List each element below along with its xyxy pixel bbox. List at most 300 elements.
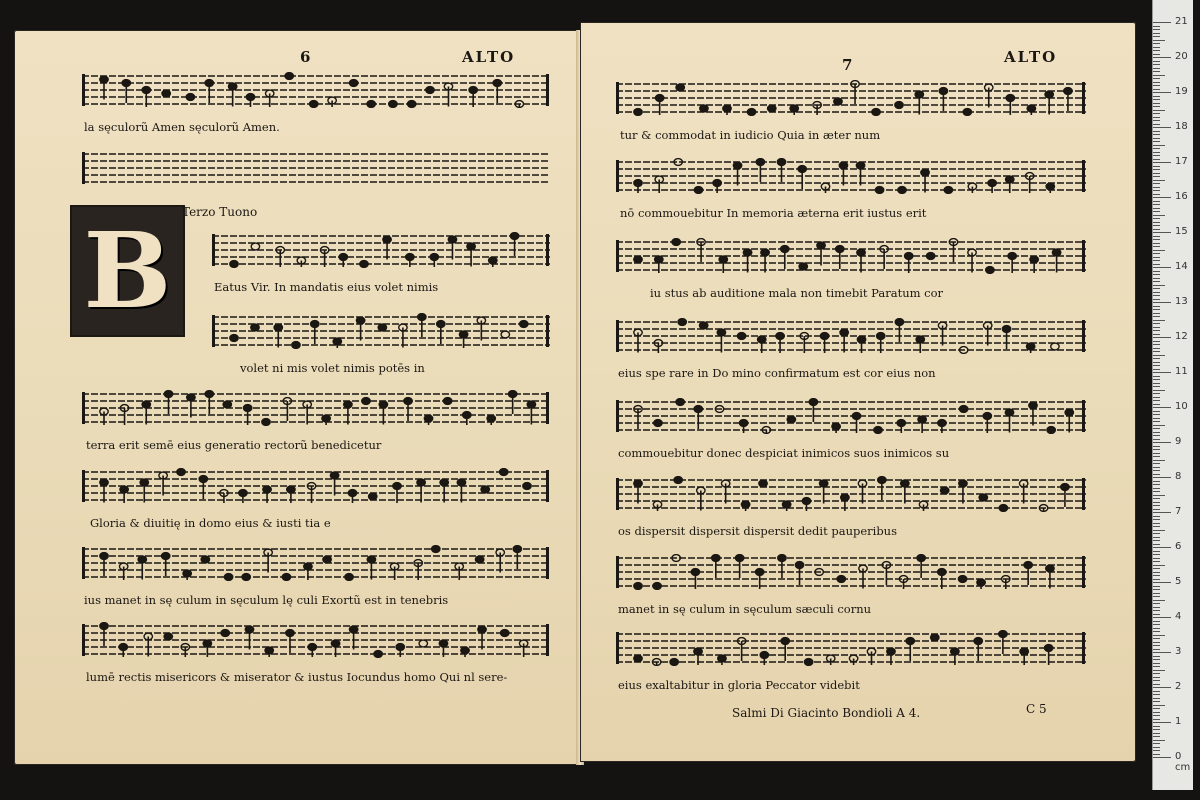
note-head [759,480,767,487]
ruler-tick [1153,407,1171,408]
ruler-minor-tick [1153,484,1160,485]
music-staff [616,158,1086,192]
note-head [475,556,483,563]
ruler-tick [1153,92,1171,93]
ruler-minor-tick [1153,383,1160,384]
ruler-minor-tick [1153,334,1160,335]
ruler-minor-tick [1153,194,1160,195]
ruler-minor-tick [1153,29,1160,30]
ruler-minor-tick [1153,586,1160,587]
ruler-minor-tick [1153,736,1160,737]
ruler-minor-tick [1153,145,1165,146]
ruler-number: 9 [1175,436,1182,447]
note-head [362,398,370,405]
ruler-minor-tick [1153,526,1160,527]
ruler-minor-tick [1153,253,1160,254]
ruler-minor-tick [1153,141,1160,142]
ruler-number: 2 [1175,681,1182,692]
ruler-minor-tick [1153,173,1160,174]
right-page-number: 7 [842,56,855,74]
ruler-minor-tick [1153,355,1165,356]
decorated-initial [70,205,185,337]
ruler-minor-tick [1153,666,1160,667]
ruler-minor-tick [1153,460,1165,461]
note-head [926,253,934,260]
ruler-minor-tick [1153,530,1165,531]
ruler-minor-tick [1153,61,1160,62]
note-head [1051,343,1059,350]
note-head [500,469,508,476]
ruler-minor-tick [1153,225,1160,226]
ruler-tick [1153,302,1171,303]
ruler-minor-tick [1153,694,1160,695]
ruler-minor-tick [1153,509,1160,510]
music-staff [616,554,1086,588]
note-head [874,427,882,434]
ruler-minor-tick [1153,229,1160,230]
ruler-number: 3 [1175,646,1182,657]
ruler-minor-tick [1153,113,1160,114]
initial-letter: B [83,209,172,332]
music-staff [212,313,550,347]
ruler-minor-tick [1153,208,1160,209]
ruler-minor-tick [1153,701,1160,702]
ruler-minor-tick [1153,705,1165,706]
left-page-number: 6 [300,48,313,66]
ruler-number: 11 [1175,366,1188,377]
lyric-line: terra erit semē eius generatio rectorũ benedicetur [86,438,382,452]
ruler-minor-tick [1153,138,1160,139]
ruler-tick [1153,197,1171,198]
ruler-number: 5 [1175,576,1182,587]
note-head [523,483,531,490]
lyric-line: eius exaltabitur in gloria Peccator videbit [618,678,860,692]
ruler-minor-tick [1153,260,1160,261]
music-staff [616,80,1086,114]
ruler-minor-tick [1153,75,1165,76]
note-head [251,324,259,331]
ruler-minor-tick [1153,519,1160,520]
note-head [768,105,776,112]
ruler-minor-tick [1153,180,1165,181]
ruler-minor-tick [1153,691,1160,692]
note-head [230,335,238,342]
note-head [186,94,194,101]
ruler-number: 17 [1175,156,1188,167]
ruler-tick [1153,477,1171,478]
ruler-minor-tick [1153,579,1160,580]
note-head [481,486,489,493]
ruler-minor-tick [1153,414,1160,415]
ruler-minor-tick [1153,166,1160,167]
ruler-minor-tick [1153,239,1160,240]
ruler-number: 0 cm [1175,751,1191,773]
ruler-minor-tick [1153,264,1160,265]
note-head [177,469,185,476]
ruler-minor-tick [1153,218,1160,219]
ruler-minor-tick [1153,96,1160,97]
ruler-minor-tick [1153,523,1160,524]
ruler-minor-tick [1153,593,1160,594]
music-staff [82,622,550,656]
ruler-tick [1153,687,1171,688]
ruler-minor-tick [1153,285,1165,286]
lyric-line: manet in sę culum in sęculum sæculi cornu [618,602,872,616]
ruler-minor-tick [1153,211,1160,212]
ruler-minor-tick [1153,600,1165,601]
note-head [654,420,662,427]
ruler-tick [1153,547,1171,548]
ruler-tick [1153,652,1171,653]
left-voice-label: ALTO [462,48,516,66]
ruler-minor-tick [1153,250,1165,251]
lyric-line: commouebitur donec despiciat inimicos suos inimicos su [618,446,950,460]
note-head [837,576,845,583]
note-head [349,80,357,87]
note-head [931,634,939,641]
ruler-tick [1153,582,1171,583]
ruler-minor-tick [1153,313,1160,314]
ruler-minor-tick [1153,78,1160,79]
ruler-minor-tick [1153,330,1160,331]
note-head [674,477,682,484]
ruler-minor-tick [1153,201,1160,202]
ruler-minor-tick [1153,421,1160,422]
ruler-minor-tick [1153,610,1160,611]
ruler-minor-tick [1153,236,1160,237]
note-head [419,640,427,647]
ruler-minor-tick [1153,47,1160,48]
ruler-number: 19 [1175,86,1188,97]
note-head [164,633,172,640]
ruler-minor-tick [1153,155,1160,156]
ruler-minor-tick [1153,551,1160,552]
ruler-minor-tick [1153,463,1160,464]
ruler-number: 15 [1175,226,1188,237]
note-head [162,90,170,97]
ruler-minor-tick [1153,309,1160,310]
ruler-minor-tick [1153,726,1160,727]
ruler-minor-tick [1153,397,1160,398]
ruler-minor-tick [1153,292,1160,293]
ruler-tick [1153,22,1171,23]
mode-label: Terzo Tuono [182,205,258,219]
ruler-minor-tick [1153,677,1160,678]
ruler-minor-tick [1153,698,1160,699]
ruler-minor-tick [1153,596,1160,597]
note-head [699,322,707,329]
ruler-tick [1153,372,1171,373]
ruler-minor-tick [1153,656,1160,657]
footer-mark: C 5 [1026,702,1047,716]
ruler-minor-tick [1153,106,1160,107]
ruler-minor-tick [1153,54,1160,55]
ruler-minor-tick [1153,743,1160,744]
ruler-minor-tick [1153,358,1160,359]
ruler-minor-tick [1153,663,1160,664]
ruler-minor-tick [1153,306,1160,307]
note-head [389,101,397,108]
ruler-minor-tick [1153,481,1160,482]
ruler-tick [1153,442,1171,443]
note-head [678,319,686,326]
note-head [672,239,680,246]
ruler-number: 14 [1175,261,1188,272]
note-head [221,630,229,637]
note-head [432,546,440,553]
ruler-minor-tick [1153,628,1160,629]
ruler-minor-tick [1153,614,1160,615]
ruler-minor-tick [1153,327,1160,328]
ruler-minor-tick [1153,243,1160,244]
note-head [676,84,684,91]
lyric-line: Gloria & diuitię in domo eius & iusti tia e [90,516,331,530]
ruler-minor-tick [1153,449,1160,450]
ruler-minor-tick [1153,323,1160,324]
ruler-minor-tick [1153,376,1160,377]
ruler-minor-tick [1153,649,1160,650]
ruler-tick [1153,512,1171,513]
ruler-number: 4 [1175,611,1182,622]
ruler-minor-tick [1153,439,1160,440]
ruler-minor-tick [1153,565,1165,566]
ruler-minor-tick [1153,544,1160,545]
ruler-minor-tick [1153,502,1160,503]
note-head [282,574,290,581]
ruler-minor-tick [1153,71,1160,72]
ruler-minor-tick [1153,190,1160,191]
note-head [369,493,377,500]
ruler-minor-tick [1153,631,1160,632]
ruler-minor-tick [1153,638,1160,639]
ruler-minor-tick [1153,183,1160,184]
footer-title: Salmi Di Giacinto Bondioli A 4. [732,706,921,720]
ruler-minor-tick [1153,120,1160,121]
ruler-minor-tick [1153,733,1160,734]
ruler-minor-tick [1153,386,1160,387]
ruler-minor-tick [1153,379,1160,380]
ruler-minor-tick [1153,43,1160,44]
ruler-minor-tick [1153,110,1165,111]
ruler-minor-tick [1153,99,1160,100]
ruler-minor-tick [1153,495,1165,496]
ruler-minor-tick [1153,362,1160,363]
ruler-minor-tick [1153,554,1160,555]
ruler-tick [1153,757,1171,758]
ruler-minor-tick [1153,187,1160,188]
lyric-line: ius manet in sę culum in sęculum lę culi Exortũ est in tenebris [84,593,449,607]
ruler-minor-tick [1153,624,1160,625]
ruler-minor-tick [1153,642,1160,643]
music-staff [616,398,1086,432]
measuring-ruler [1152,0,1193,790]
lyric-line: tur & commodat in iudicio Quia in æter num [620,128,881,142]
note-head [875,187,883,194]
ruler-tick [1153,722,1171,723]
ruler-minor-tick [1153,89,1160,90]
ruler-number: 16 [1175,191,1188,202]
ruler-minor-tick [1153,404,1160,405]
ruler-minor-tick [1153,428,1160,429]
ruler-minor-tick [1153,558,1160,559]
note-head [520,321,528,328]
ruler-tick [1153,267,1171,268]
ruler-minor-tick [1153,474,1160,475]
note-head [676,399,684,406]
note-head [737,333,745,340]
ruler-minor-tick [1153,561,1160,562]
music-staff [212,232,550,266]
ruler-minor-tick [1153,365,1160,366]
ruler-minor-tick [1153,351,1160,352]
ruler-number: 8 [1175,471,1182,482]
ruler-minor-tick [1153,533,1160,534]
ruler-minor-tick [1153,488,1160,489]
ruler-minor-tick [1153,341,1160,342]
note-head [251,243,259,250]
ruler-minor-tick [1153,670,1165,671]
lyric-line: iu stus ab auditione mala non timebit Paratum cor [650,286,944,300]
lyric-line: os dispersit dispersit dispersit dedit pauperibus [618,524,897,538]
ruler-minor-tick [1153,278,1160,279]
ruler-minor-tick [1153,435,1160,436]
ruler-minor-tick [1153,684,1160,685]
lyric-line: eius spe rare in Do mino confirmatum est cor eius non [618,366,936,380]
ruler-minor-tick [1153,299,1160,300]
lyric-line: volet ni mis volet nimis potēs in [240,361,425,375]
lyric-line: nō commouebitur In memoria æterna erit iustus erit [620,206,927,220]
ruler-minor-tick [1153,453,1160,454]
ruler-minor-tick [1153,124,1160,125]
ruler-minor-tick [1153,411,1160,412]
ruler-minor-tick [1153,540,1160,541]
ruler-minor-tick [1153,369,1160,370]
ruler-minor-tick [1153,498,1160,499]
ruler-minor-tick [1153,82,1160,83]
ruler-minor-tick [1153,320,1165,321]
ruler-number: 7 [1175,506,1182,517]
lyric-line: lumē rectis misericors & miserator & iustus Iocundus homo Qui nl sere- [86,670,508,684]
ruler-minor-tick [1153,348,1160,349]
note-head [443,398,451,405]
note-head [634,256,642,263]
note-head [285,73,293,80]
note-head [670,659,678,666]
ruler-minor-tick [1153,400,1160,401]
ruler-minor-tick [1153,680,1160,681]
ruler-tick [1153,337,1171,338]
note-head [959,406,967,413]
ruler-minor-tick [1153,64,1160,65]
lyric-line: la sęculorũ Amen sęculorũ Amen. [84,120,280,134]
ruler-number: 6 [1175,541,1182,552]
ruler-minor-tick [1153,645,1160,646]
ruler-minor-tick [1153,418,1160,419]
music-staff [82,545,550,579]
ruler-minor-tick [1153,50,1160,51]
note-head [834,98,842,105]
ruler-minor-tick [1153,754,1160,755]
ruler-minor-tick [1153,425,1165,426]
ruler-minor-tick [1153,740,1165,741]
ruler-minor-tick [1153,316,1160,317]
note-head [958,576,966,583]
right-voice-label: ALTO [1004,48,1058,66]
note-head [700,105,708,112]
ruler-minor-tick [1153,117,1160,118]
ruler-minor-tick [1153,747,1160,748]
note-head [201,556,209,563]
ruler-number: 1 [1175,716,1182,727]
note-head [941,487,949,494]
ruler-minor-tick [1153,607,1160,608]
ruler-minor-tick [1153,715,1160,716]
ruler-minor-tick [1153,26,1160,27]
ruler-minor-tick [1153,505,1160,506]
ruler-minor-tick [1153,708,1160,709]
ruler-minor-tick [1153,575,1160,576]
ruler-minor-tick [1153,467,1160,468]
ruler-minor-tick [1153,589,1160,590]
ruler-number: 13 [1175,296,1188,307]
ruler-minor-tick [1153,257,1160,258]
note-head [979,494,987,501]
ruler-minor-tick [1153,222,1160,223]
ruler-minor-tick [1153,635,1165,636]
note-head [787,416,795,423]
ruler-minor-tick [1153,33,1160,34]
ruler-number: 21 [1175,16,1188,27]
ruler-minor-tick [1153,36,1160,37]
ruler-number: 18 [1175,121,1188,132]
ruler-number: 10 [1175,401,1188,412]
ruler-minor-tick [1153,719,1160,720]
music-staff [616,630,1086,664]
note-head [310,101,318,108]
ruler-minor-tick [1153,491,1160,492]
ruler-tick [1153,127,1171,128]
ruler-minor-tick [1153,572,1160,573]
music-staff [82,468,550,502]
ruler-minor-tick [1153,176,1160,177]
ruler-minor-tick [1153,85,1160,86]
ruler-minor-tick [1153,470,1160,471]
music-staff [82,72,550,106]
ruler-minor-tick [1153,281,1160,282]
ruler-minor-tick [1153,390,1165,391]
note-head [378,324,386,331]
ruler-tick [1153,162,1171,163]
ruler-minor-tick [1153,393,1160,394]
ruler-minor-tick [1153,103,1160,104]
ruler-minor-tick [1153,729,1160,730]
music-staff [616,318,1086,352]
lyric-line: Eatus Vir. In mandatis eius volet nimis [214,280,439,294]
ruler-tick [1153,57,1171,58]
ruler-minor-tick [1153,169,1160,170]
ruler-minor-tick [1153,274,1160,275]
ruler-minor-tick [1153,204,1160,205]
ruler-minor-tick [1153,432,1160,433]
music-staff [616,476,1086,510]
ruler-minor-tick [1153,446,1160,447]
ruler-minor-tick [1153,148,1160,149]
note-head [323,556,331,563]
ruler-minor-tick [1153,750,1160,751]
ruler-minor-tick [1153,673,1160,674]
music-staff [82,390,550,424]
ruler-minor-tick [1153,215,1165,216]
